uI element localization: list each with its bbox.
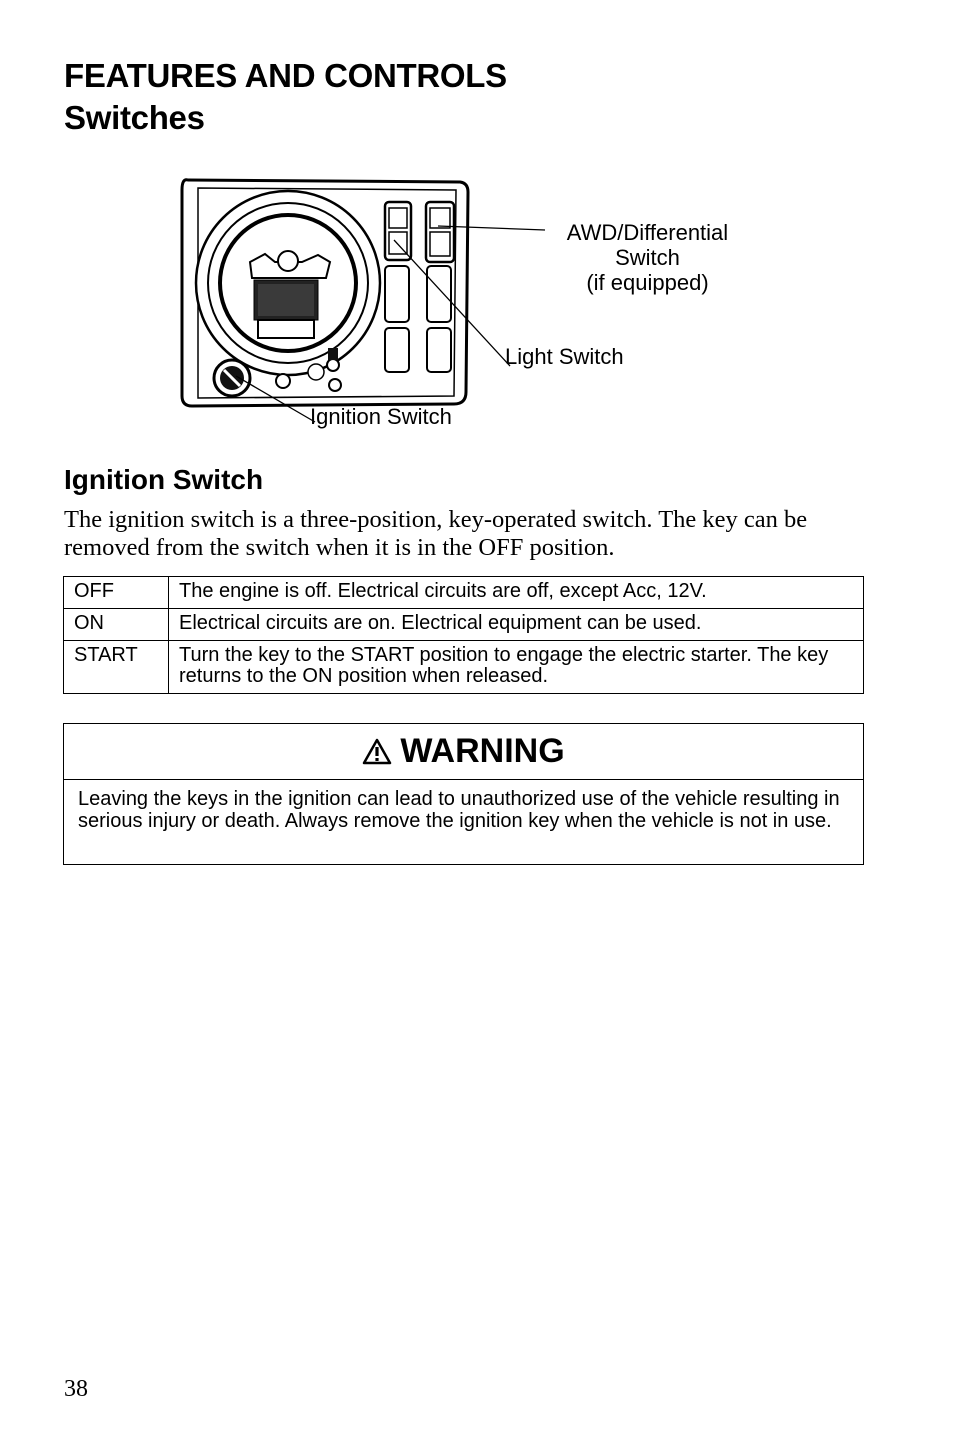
position-cell: START xyxy=(64,641,169,694)
section-title: FEATURES AND CONTROLS xyxy=(64,57,507,94)
table-row xyxy=(64,577,864,609)
switch-panel-figure xyxy=(170,160,770,450)
warning-box xyxy=(63,723,864,865)
ignition-switch-intro: The ignition switch is a three-position, key-operated switch. The key can be removed from the switch when it is in the OFF position. xyxy=(64,506,808,561)
switch-panel-illustration xyxy=(170,160,770,450)
table-row xyxy=(64,609,864,641)
ignition-switch-heading: Ignition Switch xyxy=(64,464,264,495)
ignition-switch-label: Ignition Switch xyxy=(310,404,452,429)
description-cell: Electrical circuits are on. Electrical equipment can be used. xyxy=(169,609,864,641)
awd-differential-switch-label: AWD/Differential Switch (if equipped) xyxy=(566,220,729,295)
ignition-positions-table xyxy=(63,576,864,694)
warning-triangle-icon xyxy=(362,738,392,765)
warning-title: WARNING xyxy=(400,732,565,770)
table-row xyxy=(64,641,864,694)
warning-text: Leaving the keys in the ignition can lead to unauthorized use of the vehicle resulting in serious injury or death. Always remove the ignition key when the vehicle is not in use. xyxy=(78,788,840,832)
position-cell: OFF xyxy=(64,577,169,609)
description-cell: The engine is off. Electrical circuits are off, except Acc, 12V. xyxy=(169,577,864,609)
warning-header xyxy=(64,724,863,780)
description-cell: Turn the key to the START position to engage the electric starter. The key returns to the ON position when released. xyxy=(169,641,864,694)
light-switch-label: Light Switch xyxy=(505,344,624,369)
subsection-title: Switches xyxy=(64,99,205,136)
page-number: 38 xyxy=(64,1376,88,1402)
position-cell: ON xyxy=(64,609,169,641)
